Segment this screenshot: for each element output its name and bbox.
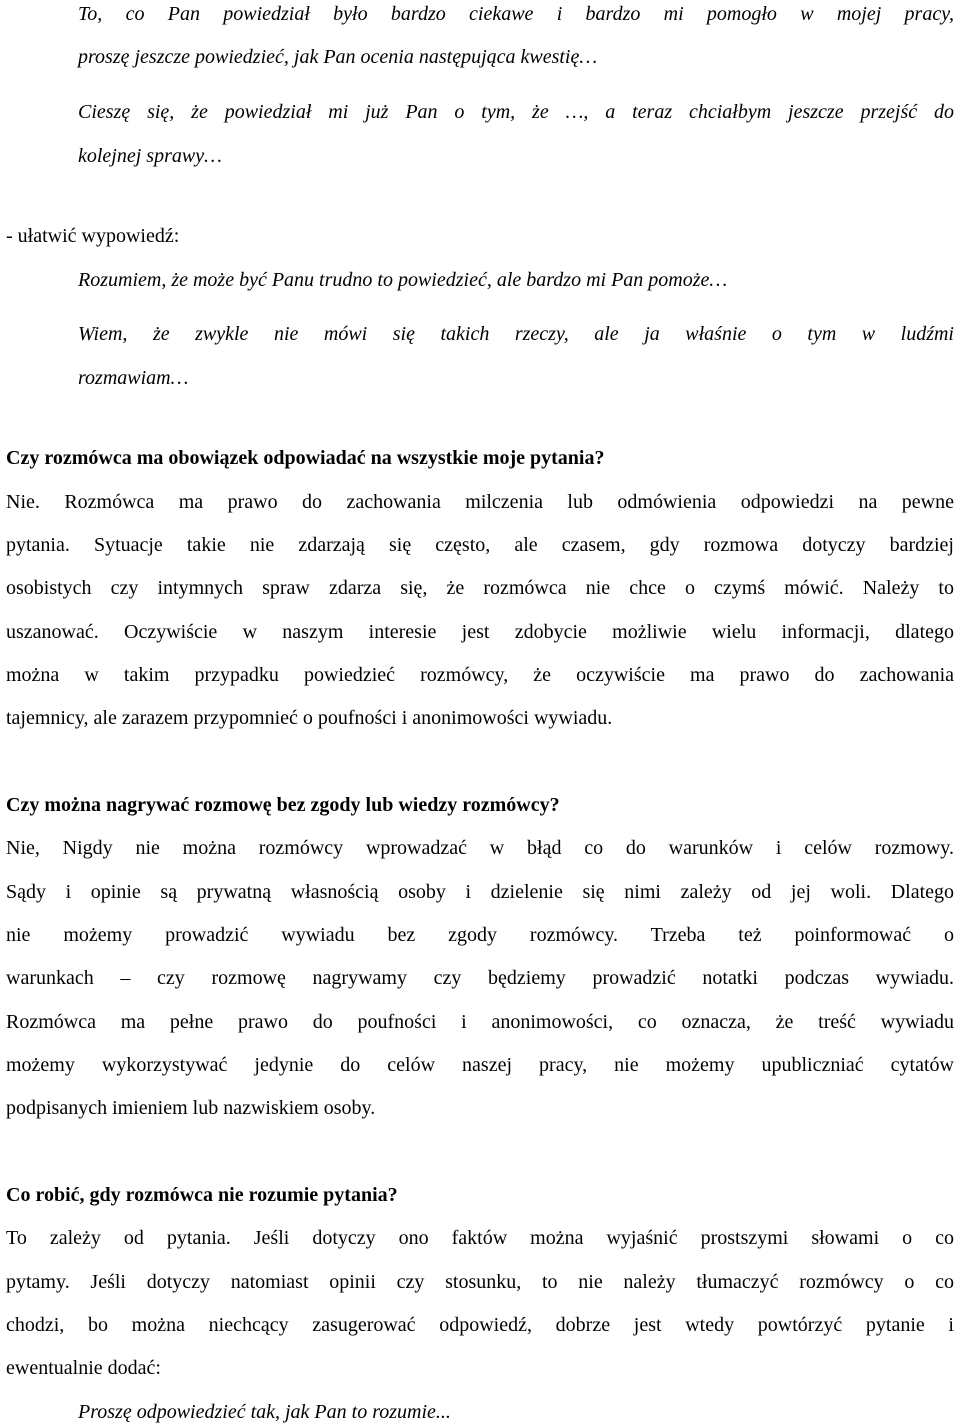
text-line: Wiem, że zwykle nie mówi się takich rzeczy, ale ja właśnie o tym w ludźmi bbox=[78, 323, 954, 345]
text-line: Proszę odpowiedzieć tak, jak Pan to rozumie... bbox=[78, 1401, 451, 1423]
text-line: tajemnicy, ale zarazem przypomnieć o poufności i anonimowości wywiadu. bbox=[6, 707, 613, 729]
text-line: osobistych czy intymnych spraw zdarza się, że rozmówca nie chce o czymś mówić. Należy to bbox=[6, 577, 954, 599]
text-line: Nie. Rozmówca ma prawo do zachowania milczenia lub odmówienia odpowiedzi na pewne bbox=[6, 491, 954, 513]
text-line: kolejnej sprawy… bbox=[78, 145, 222, 167]
text-line: pytamy. Jeśli dotyczy natomiast opinii czy stosunku, to nie należy tłumaczyć rozmówcy o co bbox=[6, 1271, 954, 1293]
text-line: Rozmówca ma pełne prawo do poufności i anonimowości, co oznacza, że treść wywiadu bbox=[6, 1011, 954, 1033]
section-heading: Czy można nagrywać rozmowę bez zgody lub wiedzy rozmówcy? bbox=[6, 794, 560, 816]
text-line: można w takim przypadku powiedzieć rozmówcy, że oczywiście ma prawo do zachowania bbox=[6, 664, 954, 686]
text-line: pytania. Sytuacje takie nie zdarzają się często, ale czasem, gdy rozmowa dotyczy bardziej bbox=[6, 534, 954, 556]
text-line: chodzi, bo można niechcący zasugerować odpowiedź, dobrze jest wtedy powtórzyć pytanie i bbox=[6, 1314, 954, 1336]
section-heading: Co robić, gdy rozmówca nie rozumie pytania? bbox=[6, 1184, 398, 1206]
text-line: ewentualnie dodać: bbox=[6, 1357, 161, 1379]
text-line: Cieszę się, że powiedział mi już Pan o tym, że …, a teraz chciałbym jeszcze przejść do bbox=[78, 101, 954, 123]
text-line: rozmawiam… bbox=[78, 367, 189, 389]
text-line: - ułatwić wypowiedź: bbox=[6, 225, 180, 247]
text-line: Nie, Nigdy nie można rozmówcy wprowadzać w błąd co do warunków i celów rozmowy. bbox=[6, 837, 954, 859]
text-line: warunkach – czy rozmowę nagrywamy czy będziemy prowadzić notatki podczas wywiadu. bbox=[6, 967, 954, 989]
text-line: możemy wykorzystywać jedynie do celów naszej pracy, nie możemy upubliczniać cytatów bbox=[6, 1054, 954, 1076]
text-line: To, co Pan powiedział było bardzo ciekawe i bardzo mi pomogło w mojej pracy, bbox=[78, 3, 954, 25]
text-line: uszanować. Oczywiście w naszym interesie jest zdobycie możliwie wielu informacji, dlatego bbox=[6, 621, 954, 643]
text-line: Sądy i opinie są prywatną własnością osoby i dzielenie się nimi zależy od jej woli. Dlatego bbox=[6, 881, 954, 903]
text-line: podpisanych imieniem lub nazwiskiem osoby. bbox=[6, 1097, 376, 1119]
text-line: nie możemy prowadzić wywiadu bez zgody rozmówcy. Trzeba też poinformować o bbox=[6, 924, 954, 946]
section-heading: Czy rozmówca ma obowiązek odpowiadać na wszystkie moje pytania? bbox=[6, 447, 605, 469]
text-line: proszę jeszcze powiedzieć, jak Pan ocenia następująca kwestię… bbox=[78, 46, 598, 68]
text-line: Rozumiem, że może być Panu trudno to powiedzieć, ale bardzo mi Pan pomoże… bbox=[78, 269, 728, 291]
text-line: To zależy od pytania. Jeśli dotyczy ono faktów można wyjaśnić prostszymi słowami o co bbox=[6, 1227, 954, 1249]
